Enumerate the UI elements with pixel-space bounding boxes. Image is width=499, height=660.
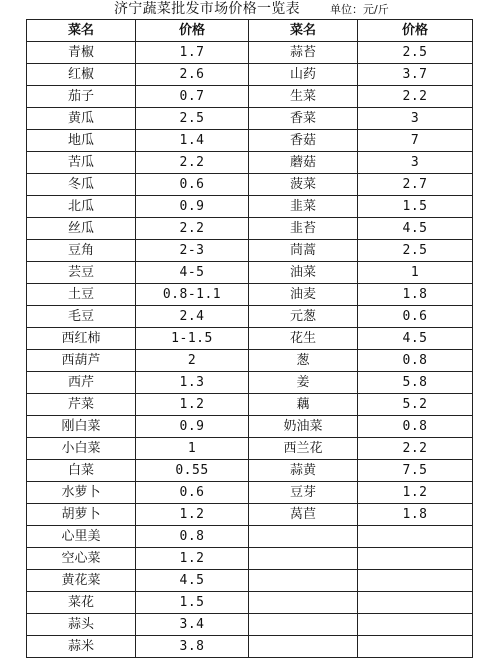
vegetable-name-right	[249, 592, 358, 614]
table-row	[27, 64, 473, 86]
header-row	[27, 20, 473, 42]
vegetable-name-right: 蒜黄	[249, 460, 358, 482]
price-right: 2.5	[358, 42, 473, 64]
price-left: 1.4	[136, 130, 249, 152]
table-row	[27, 438, 473, 460]
price-left: 2.5	[136, 108, 249, 130]
price-right: 0.6	[358, 306, 473, 328]
vegetable-name-right: 香菇	[249, 130, 358, 152]
vegetable-name-right: 西兰花	[249, 438, 358, 460]
table-row	[27, 460, 473, 482]
price-right: 3	[358, 152, 473, 174]
header-price-right: 价格	[358, 20, 473, 42]
vegetable-name-left: 豆角	[27, 240, 136, 262]
price-left: 0.7	[136, 86, 249, 108]
header-name-right: 菜名	[249, 20, 358, 42]
vegetable-name-right: 生菜	[249, 86, 358, 108]
vegetable-name-right: 油麦	[249, 284, 358, 306]
table-row	[27, 174, 473, 196]
price-right: 7.5	[358, 460, 473, 482]
table-row	[27, 152, 473, 174]
table-row	[27, 636, 473, 658]
vegetable-name-right: 藕	[249, 394, 358, 416]
vegetable-name-left: 西葫芦	[27, 350, 136, 372]
vegetable-name-right: 葱	[249, 350, 358, 372]
price-right: 0.8	[358, 350, 473, 372]
vegetable-name-left: 毛豆	[27, 306, 136, 328]
vegetable-name-left: 芹菜	[27, 394, 136, 416]
table-row	[27, 570, 473, 592]
vegetable-name-right: 油菜	[249, 262, 358, 284]
price-left: 2.6	[136, 64, 249, 86]
price-left: 0.8	[136, 526, 249, 548]
price-left: 3.4	[136, 614, 249, 636]
price-right	[358, 636, 473, 658]
price-left: 1-1.5	[136, 328, 249, 350]
vegetable-name-left: 心里美	[27, 526, 136, 548]
price-right: 2.2	[358, 86, 473, 108]
price-left: 3.8	[136, 636, 249, 658]
price-table	[26, 19, 473, 658]
price-left: 2.2	[136, 152, 249, 174]
table-row	[27, 372, 473, 394]
price-right: 1.5	[358, 196, 473, 218]
price-right	[358, 526, 473, 548]
table-row	[27, 614, 473, 636]
vegetable-name-left: 小白菜	[27, 438, 136, 460]
vegetable-name-left: 白菜	[27, 460, 136, 482]
price-left: 4-5	[136, 262, 249, 284]
price-right: 2.7	[358, 174, 473, 196]
table-row	[27, 394, 473, 416]
vegetable-name-left: 西红柿	[27, 328, 136, 350]
price-right: 0.8	[358, 416, 473, 438]
title-bar	[0, 0, 499, 20]
vegetable-name-right: 奶油菜	[249, 416, 358, 438]
vegetable-name-left: 蒜头	[27, 614, 136, 636]
vegetable-name-left: 土豆	[27, 284, 136, 306]
vegetable-name-right	[249, 526, 358, 548]
header-name-left: 菜名	[27, 20, 136, 42]
vegetable-name-left: 苦瓜	[27, 152, 136, 174]
price-left: 0.55	[136, 460, 249, 482]
page-title: 济宁蔬菜批发市场价格一览表	[114, 1, 300, 17]
table-row	[27, 526, 473, 548]
vegetable-name-left: 冬瓜	[27, 174, 136, 196]
unit-label: 单位：元/斤	[330, 3, 389, 16]
vegetable-name-left: 胡萝卜	[27, 504, 136, 526]
vegetable-name-right: 蘑菇	[249, 152, 358, 174]
vegetable-name-right: 韭苔	[249, 218, 358, 240]
table-row	[27, 416, 473, 438]
vegetable-name-left: 茄子	[27, 86, 136, 108]
table-row	[27, 548, 473, 570]
price-right: 4.5	[358, 218, 473, 240]
vegetable-name-right: 茼蒿	[249, 240, 358, 262]
vegetable-name-right: 香菜	[249, 108, 358, 130]
vegetable-name-left: 水萝卜	[27, 482, 136, 504]
price-left: 2-3	[136, 240, 249, 262]
price-left: 4.5	[136, 570, 249, 592]
price-right: 3	[358, 108, 473, 130]
price-left: 1.7	[136, 42, 249, 64]
vegetable-name-left: 空心菜	[27, 548, 136, 570]
vegetable-name-right: 花生	[249, 328, 358, 350]
vegetable-name-left: 西芹	[27, 372, 136, 394]
table-row	[27, 350, 473, 372]
vegetable-name-right	[249, 548, 358, 570]
price-right: 1.8	[358, 504, 473, 526]
price-left: 1.2	[136, 504, 249, 526]
price-left: 0.9	[136, 196, 249, 218]
table-row	[27, 240, 473, 262]
price-right	[358, 570, 473, 592]
price-left: 1.5	[136, 592, 249, 614]
table-body	[27, 20, 473, 658]
price-right: 1.2	[358, 482, 473, 504]
price-right	[358, 592, 473, 614]
table-row	[27, 262, 473, 284]
price-left: 1.2	[136, 394, 249, 416]
price-left: 0.6	[136, 174, 249, 196]
vegetable-name-left: 芸豆	[27, 262, 136, 284]
price-right: 2.2	[358, 438, 473, 460]
vegetable-name-right: 元葱	[249, 306, 358, 328]
table-row	[27, 306, 473, 328]
table-row	[27, 130, 473, 152]
vegetable-name-left: 红椒	[27, 64, 136, 86]
price-right: 5.8	[358, 372, 473, 394]
price-right	[358, 548, 473, 570]
vegetable-name-right	[249, 614, 358, 636]
vegetable-name-left: 北瓜	[27, 196, 136, 218]
vegetable-name-right: 姜	[249, 372, 358, 394]
vegetable-name-right: 蒜苔	[249, 42, 358, 64]
vegetable-name-left: 刚白菜	[27, 416, 136, 438]
price-right: 7	[358, 130, 473, 152]
vegetable-name-right: 莴苣	[249, 504, 358, 526]
price-right: 3.7	[358, 64, 473, 86]
price-left: 1.2	[136, 548, 249, 570]
price-right: 1.8	[358, 284, 473, 306]
vegetable-name-right: 韭菜	[249, 196, 358, 218]
vegetable-name-right: 豆芽	[249, 482, 358, 504]
header-price-left: 价格	[136, 20, 249, 42]
price-left: 2	[136, 350, 249, 372]
price-left: 0.6	[136, 482, 249, 504]
vegetable-name-left: 地瓜	[27, 130, 136, 152]
price-left: 2.2	[136, 218, 249, 240]
vegetable-name-right	[249, 570, 358, 592]
price-left: 0.8-1.1	[136, 284, 249, 306]
vegetable-name-left: 黄瓜	[27, 108, 136, 130]
table-row	[27, 218, 473, 240]
price-right	[358, 614, 473, 636]
vegetable-name-left: 蒜米	[27, 636, 136, 658]
vegetable-name-right	[249, 636, 358, 658]
vegetable-name-left: 青椒	[27, 42, 136, 64]
price-left: 2.4	[136, 306, 249, 328]
vegetable-name-left: 菜花	[27, 592, 136, 614]
table-row	[27, 284, 473, 306]
vegetable-name-right: 菠菜	[249, 174, 358, 196]
table-row	[27, 328, 473, 350]
price-left: 0.9	[136, 416, 249, 438]
vegetable-name-left: 黄花菜	[27, 570, 136, 592]
price-right: 2.5	[358, 240, 473, 262]
price-left: 1	[136, 438, 249, 460]
price-right: 5.2	[358, 394, 473, 416]
table-row	[27, 196, 473, 218]
vegetable-name-left: 丝瓜	[27, 218, 136, 240]
table-row	[27, 482, 473, 504]
table-row	[27, 504, 473, 526]
price-right: 1	[358, 262, 473, 284]
table-row	[27, 42, 473, 64]
table-row	[27, 592, 473, 614]
table-row	[27, 86, 473, 108]
price-left: 1.3	[136, 372, 249, 394]
table-row	[27, 108, 473, 130]
price-right: 4.5	[358, 328, 473, 350]
vegetable-name-right: 山药	[249, 64, 358, 86]
